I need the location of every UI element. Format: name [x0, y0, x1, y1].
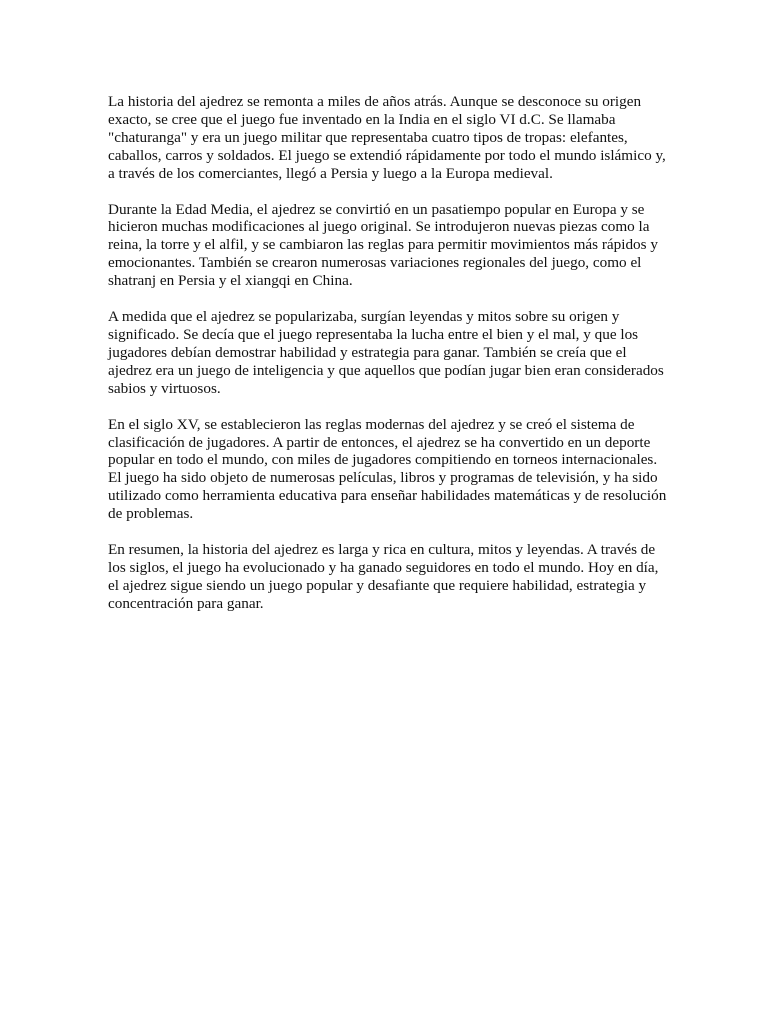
text-line: concentración para ganar.	[108, 594, 264, 612]
paragraph-1	[108, 93, 668, 183]
text-line: A medida que el ajedrez se popularizaba, surgían leyendas y mitos sobre su origen y	[108, 308, 620, 326]
document-body	[108, 93, 668, 631]
text-line: utilizado como herramienta educativa para enseñar habilidades matemáticas y de resolución	[108, 487, 667, 505]
text-line: jugadores debían demostrar habilidad y estrategia para ganar. También se creía que el	[108, 343, 627, 361]
text-line: En resumen, la historia del ajedrez es larga y rica en cultura, mitos y leyendas. A través de	[108, 541, 656, 559]
text-line: a través de los comerciantes, llegó a Persia y luego a la Europa medieval.	[108, 164, 553, 182]
text-line: reina, la torre y el alfil, y se cambiaron las reglas para permitir movimientos más rápidos y	[108, 236, 658, 254]
paragraph-5	[108, 541, 668, 613]
text-line: popular en todo el mundo, con miles de jugadores compitiendo en torneos internacionales.	[108, 451, 658, 469]
paragraph-4	[108, 416, 668, 523]
text-line: ajedrez era un juego de inteligencia y que aquellos que podían jugar bien eran considerados	[108, 361, 664, 379]
text-line: sabios y virtuosos.	[108, 379, 221, 397]
text-line: En el siglo XV, se establecieron las reglas modernas del ajedrez y se creó el sistema de	[108, 415, 635, 433]
text-line: clasificación de jugadores. A partir de entonces, el ajedrez se ha convertido en un deporte	[108, 433, 651, 451]
text-line: los siglos, el juego ha evolucionado y ha ganado seguidores en todo el mundo. Hoy en día,	[108, 558, 659, 576]
text-line: significado. Se decía que el juego representaba la lucha entre el bien y el mal, y que los	[108, 325, 639, 343]
text-line: La historia del ajedrez se remonta a miles de años atrás. Aunque se desconoce su origen	[108, 93, 642, 110]
text-line: exacto, se cree que el juego fue inventado en la India en el siglo VI d.C. Se llamaba	[108, 110, 616, 128]
text-line: el ajedrez sigue siendo un juego popular y desafiante que requiere habilidad, estrategia y	[108, 576, 647, 594]
paragraph-2	[108, 201, 668, 291]
paragraph-3	[108, 308, 668, 398]
text-line: Durante la Edad Media, el ajedrez se convirtió en un pasatiempo popular en Europa y se	[108, 200, 645, 218]
text-line: caballos, carros y soldados. El juego se extendió rápidamente por todo el mundo islámico y,	[108, 146, 666, 164]
text-line: "chaturanga" y era un juego militar que representaba cuatro tipos de tropas: elefantes,	[108, 128, 628, 146]
text-line: emocionantes. También se crearon numerosas variaciones regionales del juego, como el	[108, 254, 642, 272]
text-line: shatranj en Persia y el xiangqi en China.	[108, 272, 353, 290]
text-line: hicieron muchas modificaciones al juego original. Se introdujeron nuevas piezas como la	[108, 218, 650, 236]
text-line: El juego ha sido objeto de numerosas películas, libros y programas de televisión, y ha sido	[108, 469, 658, 487]
text-line: de problemas.	[108, 505, 194, 523]
